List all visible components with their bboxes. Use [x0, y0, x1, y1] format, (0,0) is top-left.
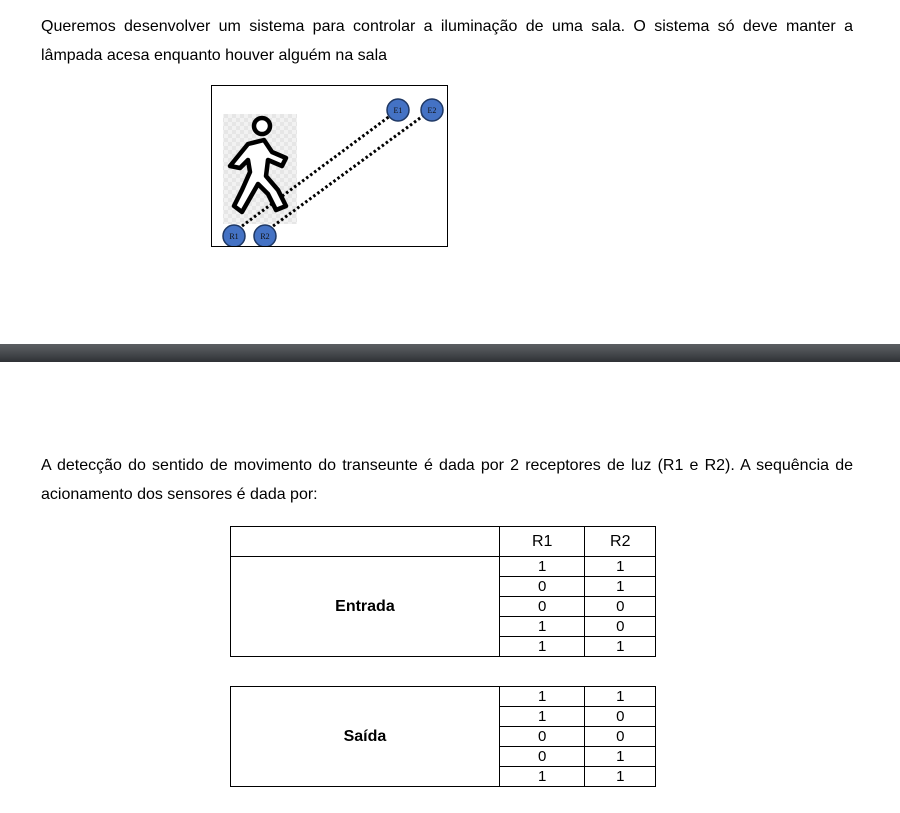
- table-row: [231, 557, 656, 577]
- entrada-sequence-table: [230, 526, 656, 657]
- entrada-r2-cell: 0: [585, 597, 656, 617]
- sensor-r1: [223, 225, 245, 246]
- saida-r2-cell: 1: [585, 747, 656, 767]
- saida-r1-cell: 0: [499, 747, 585, 767]
- room-diagram-svg: [212, 86, 447, 246]
- intro-paragraph: Queremos desenvolver um sistema para controlar a iluminação de uma sala. O sistema só deve manter a lâmpada acesa enquanto houver alguém na sala: [41, 18, 853, 64]
- sensor-e1: [387, 99, 409, 121]
- sensor-e1-label: E1: [393, 106, 403, 115]
- saida-r1-cell: 0: [499, 727, 585, 747]
- table-header-row: [231, 527, 656, 557]
- saida-r1-cell: 1: [499, 707, 585, 727]
- entrada-label: Entrada: [231, 557, 500, 657]
- sensor-r2-label: R2: [260, 232, 270, 241]
- sensor-e2: [421, 99, 443, 121]
- saida-r2-cell: 0: [585, 727, 656, 747]
- saida-r2-cell: 1: [585, 687, 656, 707]
- saida-sequence-table: [230, 686, 656, 787]
- saida-label: Saída: [231, 687, 500, 787]
- saida-r2-cell: 0: [585, 707, 656, 727]
- saida-r2-cell: 1: [585, 767, 656, 787]
- table-row: [231, 687, 656, 707]
- entrada-r2-cell: 1: [585, 637, 656, 657]
- header-r2: R2: [585, 527, 656, 557]
- detection-paragraph: A detecção do sentido de movimento do transeunte é dada por 2 receptores de luz (R1 e R2). A sequência de acionamento dos sensores é dada por:: [41, 457, 853, 503]
- sensor-r1-label: R1: [229, 232, 239, 241]
- header-empty-cell: [231, 527, 500, 557]
- entrada-r1-cell: 1: [499, 617, 585, 637]
- header-r1: R1: [499, 527, 585, 557]
- saida-r1-cell: 1: [499, 687, 585, 707]
- sensor-e2-label: E2: [427, 106, 437, 115]
- entrada-r1-cell: 1: [499, 557, 585, 577]
- sensor-r2: [254, 225, 276, 246]
- entrada-r1-cell: 0: [499, 577, 585, 597]
- saida-r1-cell: 1: [499, 767, 585, 787]
- entrada-r2-cell: 0: [585, 617, 656, 637]
- entrada-r1-cell: 1: [499, 637, 585, 657]
- entrada-r2-cell: 1: [585, 577, 656, 597]
- page-break-divider: [0, 344, 900, 362]
- entrada-r2-cell: 1: [585, 557, 656, 577]
- entrada-r1-cell: 0: [499, 597, 585, 617]
- room-diagram: [211, 85, 448, 247]
